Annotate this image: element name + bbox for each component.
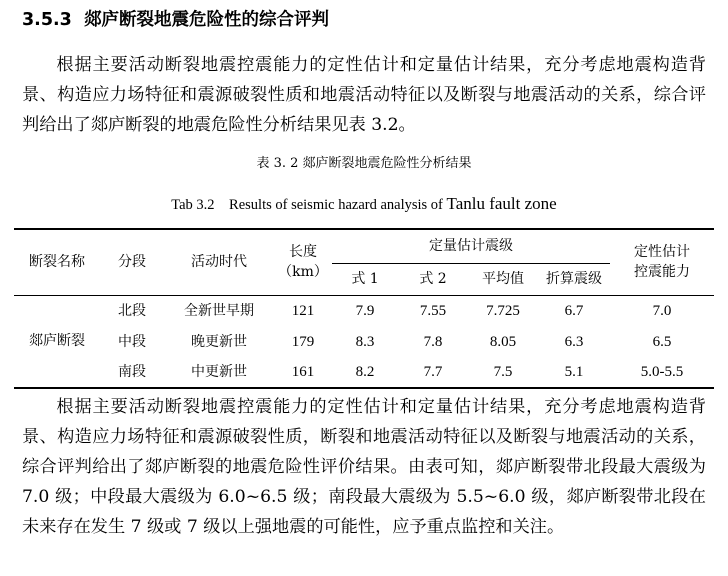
table-caption-en-suffix: Tanlu fault zone: [446, 194, 557, 213]
qualitative-cell: 5.0-5.5: [610, 357, 714, 388]
period-cell: 全新世早期: [184, 302, 254, 319]
table-row: [14, 357, 714, 388]
header-converted: 折算震级: [538, 263, 610, 295]
section-title: 郯庐断裂地震危险性的综合评判: [84, 10, 330, 30]
table-caption-cn: 表 3. 2 郯庐断裂地震危险性分析结果: [256, 156, 472, 171]
table-caption-en-prefix: Tab 3.2 Results of seismic hazard analysis of: [171, 197, 447, 213]
formula1-cell: 8.2: [332, 357, 398, 388]
converted-cell: 6.7: [564, 302, 584, 319]
table-row: [14, 326, 714, 357]
fault-name-cell: 郯庐断裂: [14, 295, 100, 388]
conclusion-paragraph: 根据主要活动断裂地震控震能力的定性估计和定量估计结果，充分考虑地震构造背景、构造应力场特征和震源破裂性质，断裂和地震活动特征以及断裂与地震活动的关系，综合评判给出了郯庐断裂的地震危险性评价结果。由表可知，郯庐断裂带北段最大震级为 7.0 级；中段最大震级为 6.0~6.5 级；南段最大震级为 5.5~6.0 级，郯庐断裂带北段在未来存在发生 7 级或 7 级以上强地震的可能性，应予重点监控和关注。: [22, 397, 706, 537]
header-length-line2: （km）: [278, 264, 328, 281]
formula2-cell: 7.55: [419, 302, 447, 319]
average-cell: 7.5: [468, 357, 538, 388]
header-fault-name: 断裂名称: [14, 229, 100, 295]
header-segment: 分段: [100, 229, 164, 295]
header-formula1: 式 1: [332, 263, 398, 295]
header-formula2: 式 2: [398, 263, 468, 295]
table-row: [14, 295, 714, 326]
formula2-cell: 7.8: [423, 333, 443, 350]
hazard-table: [14, 228, 714, 389]
segment-cell: 南段: [100, 357, 164, 388]
intro-paragraph: 根据主要活动断裂地震控震能力的定性估计和定量估计结果，充分考虑地震构造背景、构造应力场特征和震源破裂性质和地震活动特征以及断裂与地震活动的关系，综合评判给出了郯庐断裂的地震危险性分析结果见表 3.2。: [22, 55, 706, 135]
formula1-cell: 7.9: [355, 302, 375, 319]
header-qualitative: [610, 229, 714, 295]
header-length-line1: 长度: [289, 244, 317, 261]
segment-cell: 北段: [118, 302, 146, 319]
header-qualitative-line1: 定性估计: [634, 244, 690, 261]
table-caption-en: [0, 194, 728, 215]
length-cell: 179: [291, 333, 315, 350]
average-cell: 7.725: [486, 302, 520, 319]
period-cell: 中更新世: [164, 357, 274, 388]
qualitative-cell: 6.5: [652, 333, 672, 350]
average-cell: 8.05: [489, 333, 517, 350]
period-cell: 晚更新世: [191, 333, 247, 350]
header-length: [274, 229, 332, 295]
header-average: 平均值: [468, 263, 538, 295]
segment-cell: 中段: [118, 333, 146, 350]
section-heading: [22, 8, 712, 32]
length-cell: 121: [291, 302, 315, 319]
qualitative-cell: 7.0: [652, 302, 672, 319]
formula2-cell: 7.7: [398, 357, 468, 388]
converted-cell: 5.1: [538, 357, 610, 388]
header-row-1: [14, 229, 714, 263]
section-number: 3.5.3: [22, 10, 72, 30]
header-active-period: 活动时代: [164, 229, 274, 295]
length-cell: 161: [274, 357, 332, 388]
header-quantitative: 定量估计震级: [332, 229, 610, 263]
formula1-cell: 8.3: [355, 333, 375, 350]
converted-cell: 6.3: [564, 333, 584, 350]
header-qualitative-line2: 控震能力: [634, 264, 690, 281]
